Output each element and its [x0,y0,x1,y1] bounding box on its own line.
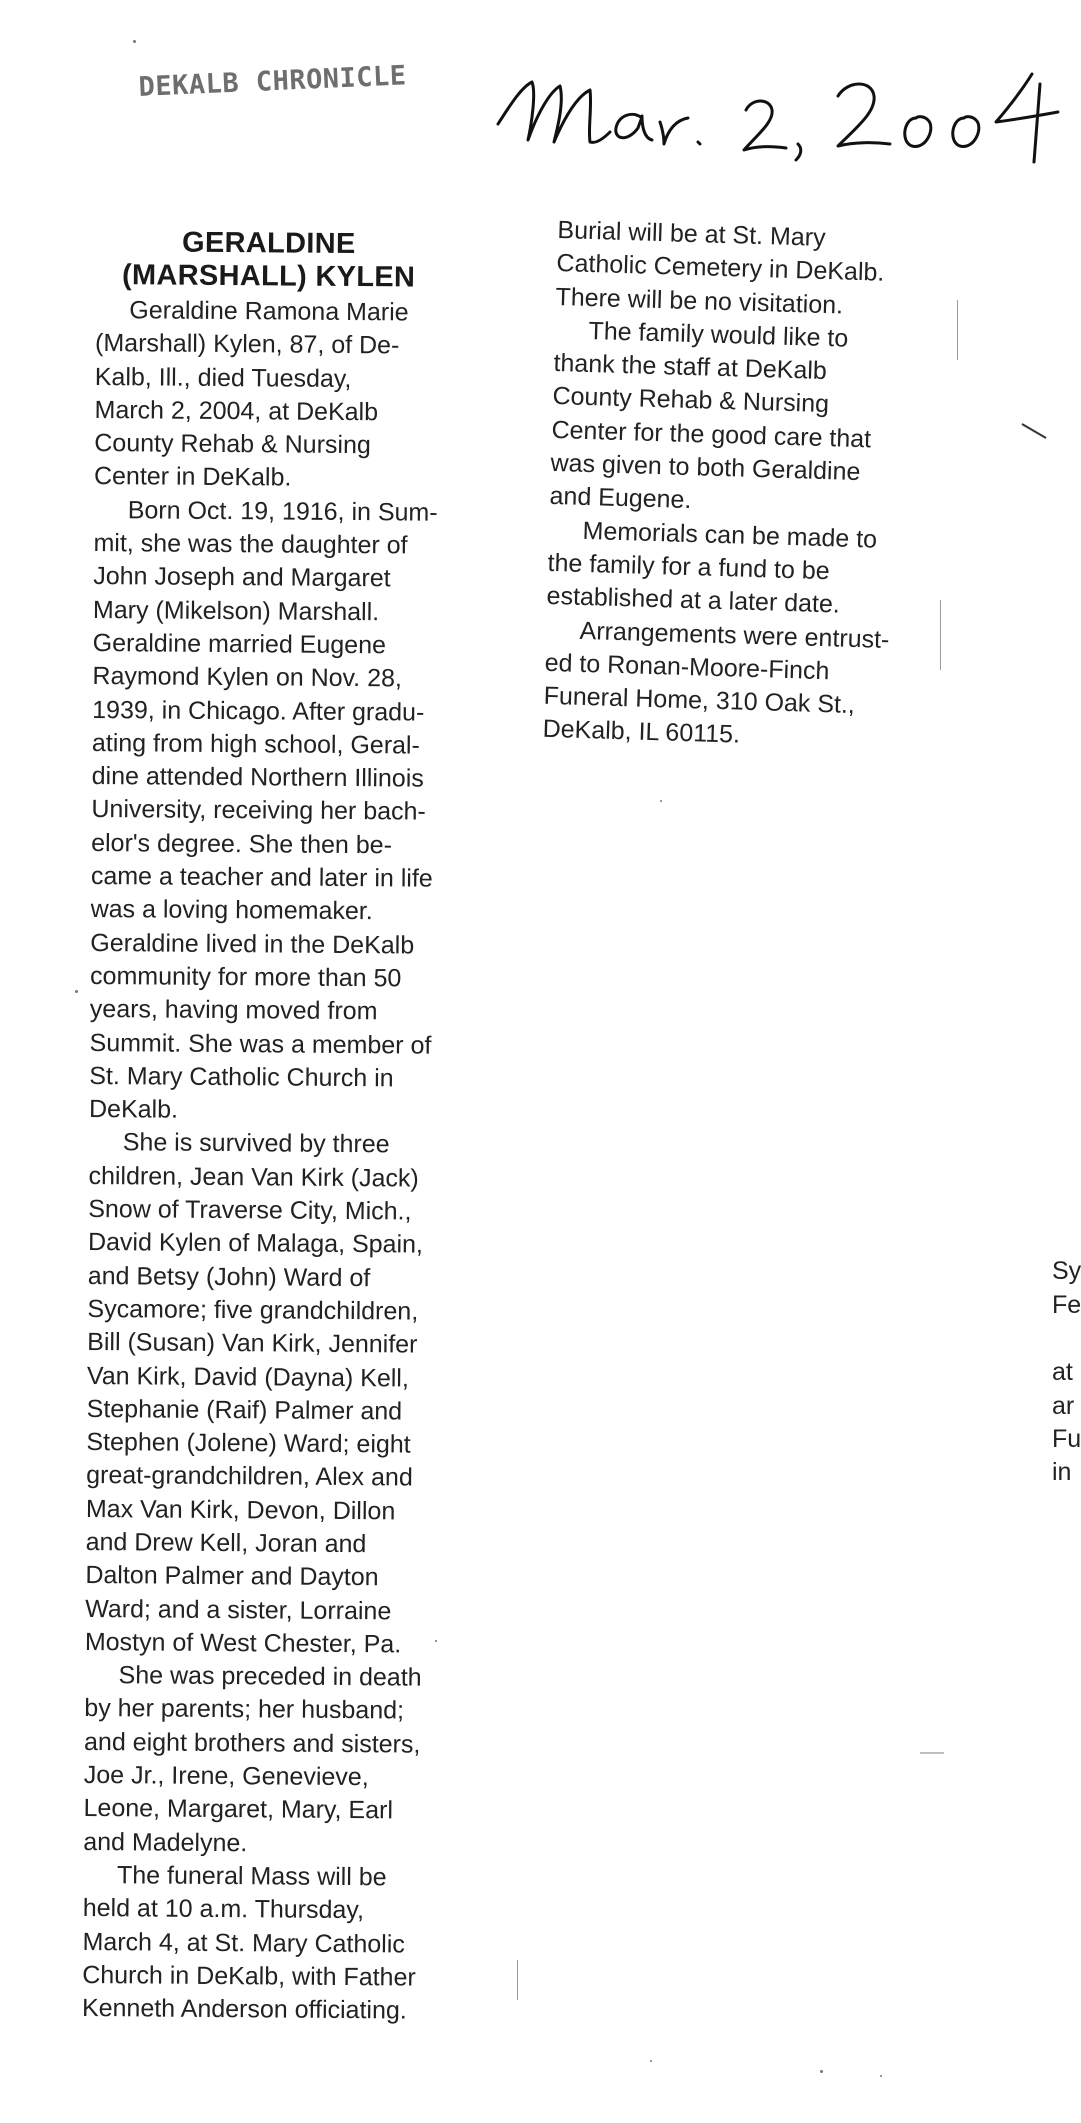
text-line: Center in DeKalb. [93,462,292,493]
text-line: Stephanie (Raif) Palmer and [86,1394,403,1426]
text-line: held at 10 a.m. Thursday, [82,1894,365,1925]
edge-fragment: Fu [1052,1425,1081,1453]
text-line: elor's degree. She then be- [91,828,393,860]
text-line: and Eugene. [549,482,692,515]
scan-artifact-line [517,1960,518,2000]
text-line: There will be no visitation. [555,282,844,320]
edge-fragment: Fe [1052,1291,1081,1319]
obituary-headline [95,226,476,295]
text-line: Dalton Palmer and Dayton [85,1561,379,1592]
edge-fragment: Sy [1052,1257,1081,1285]
text-line: County Rehab & Nursing [552,382,830,419]
text-line: ating from high school, Geral- [91,728,420,760]
text-line: Burial will be at St. Mary [557,215,826,252]
text-line: mit, she was the daughter of [93,529,408,560]
obituary-left-column [82,226,476,2028]
text-line: March 2, 2004, at DeKalb [94,395,379,427]
speck [880,2075,882,2077]
text-line: Stephen (Jolene) Ward; eight [86,1428,411,1459]
text-line: Kalb, Ill., died Tuesday, [94,362,352,393]
text-line: The family would like to [588,316,849,353]
text-line: (Marshall) Kylen, 87, of De- [94,329,400,360]
text-line: was a loving homemaker. [90,895,373,926]
edge-fragment: ar [1052,1392,1075,1420]
text-line: DeKalb, IL 60115. [542,715,741,750]
text-line: ed to Ronan-Moore-Finch [544,648,830,686]
text-line: community for more than 50 [90,961,402,993]
handwritten-date [492,62,1072,172]
obituary-right-column [542,214,938,758]
text-line: Memorials can be made to [582,516,878,554]
speck [660,800,662,802]
speck [435,1640,437,1642]
text-line: and Betsy (John) Ward of [87,1261,371,1292]
speck [75,990,78,993]
text-line: She was preceded in death [118,1661,422,1692]
text-line: Van Kirk, David (Dayna) Kell, [86,1361,409,1392]
text-line: Kenneth Anderson officiating. [81,1994,407,2025]
text-line: Geraldine lived in the DeKalb [90,928,415,960]
text-line: Mostyn of West Chester, Pa. [84,1627,402,1659]
text-line: Funeral Home, 310 Oak St., [543,681,856,720]
text-line: Bill (Susan) Van Kirk, Jennifer [87,1328,418,1359]
text-line: County Rehab & Nursing [94,429,371,460]
text-line: years, having moved from [89,995,378,1026]
text-line: and Drew Kell, Joran and [85,1527,367,1559]
text-line: March 4, at St. Mary Catholic [82,1927,405,1959]
text-line: great-grandchildren, Alex and [86,1461,413,1492]
edge-fragment: in [1052,1458,1072,1486]
text-line: Sycamore; five grandchildren, [87,1294,419,1326]
text-line: came a teacher and later in life [90,862,433,893]
text-line: by her parents; her husband; [84,1694,405,1725]
text-line: Born Oct. 19, 1916, in Sum- [127,496,438,527]
text-line: Church in DeKalb, with Father [82,1960,416,1992]
text-line: Leone, Margaret, Mary, Earl [83,1794,394,1825]
text-line: She is survived by three [122,1128,390,1159]
edge-fragment: at [1052,1358,1073,1386]
text-line: Arrangements were entrust- [579,616,890,654]
text-line: and eight brothers and sisters, [83,1727,421,1759]
text-line: Geraldine Ramona Marie [129,296,409,327]
text-line: Center for the good care that [551,415,872,454]
text-line: Summit. She was a member of [89,1028,432,1060]
text-line: Snow of Traverse City, Mich., [88,1194,412,1226]
text-line: dine attended Northern Illinois [91,762,424,793]
text-line: Joe Jr., Irene, Genevieve, [83,1761,369,1792]
speck [650,2060,652,2062]
text-line: University, receiving her bach- [91,795,426,827]
headline-line-1: GERALDINE [181,226,356,261]
text-line: The funeral Mass will be [116,1861,387,1892]
text-line: established at a later date. [546,582,841,619]
text-line: the family for a fund to be [547,548,831,586]
speck [133,40,136,43]
text-line: Ward; and a sister, Lorraine [85,1594,392,1625]
right-column-body [542,214,938,758]
text-line: DeKalb. [88,1095,179,1124]
text-line: 1939, in Chicago. After gradu- [92,695,425,727]
text-line: Max Van Kirk, Devon, Dillon [85,1494,396,1526]
scan-artifact-mark [920,1750,950,1756]
text-line: was given to both Geraldine [550,448,861,487]
text-line: Mary (Mikelson) Marshall. [92,595,380,626]
publication-stamp: DEKALB CHRONICLE [138,60,408,103]
text-line: Geraldine married Eugene [92,628,387,660]
scan-artifact-mark [1020,420,1060,450]
left-column-body [82,294,476,2028]
text-line: Catholic Cemetery in DeKalb. [556,249,885,287]
text-line: John Joseph and Margaret [93,562,391,593]
headline-line-2: (MARSHALL) KYLEN [121,259,416,294]
text-line: children, Jean Van Kirk (Jack) [88,1161,419,1193]
text-line: Raymond Kylen on Nov. 28, [92,662,403,693]
text-line: St. Mary Catholic Church in [89,1061,394,1093]
speck [820,2070,823,2073]
scan-artifact-line [957,300,958,360]
text-line: David Kylen of Malaga, Spain, [87,1228,424,1259]
text-line: thank the staff at DeKalb [553,349,828,386]
text-line: and Madelyne. [83,1827,248,1857]
scan-artifact-line [940,600,941,670]
